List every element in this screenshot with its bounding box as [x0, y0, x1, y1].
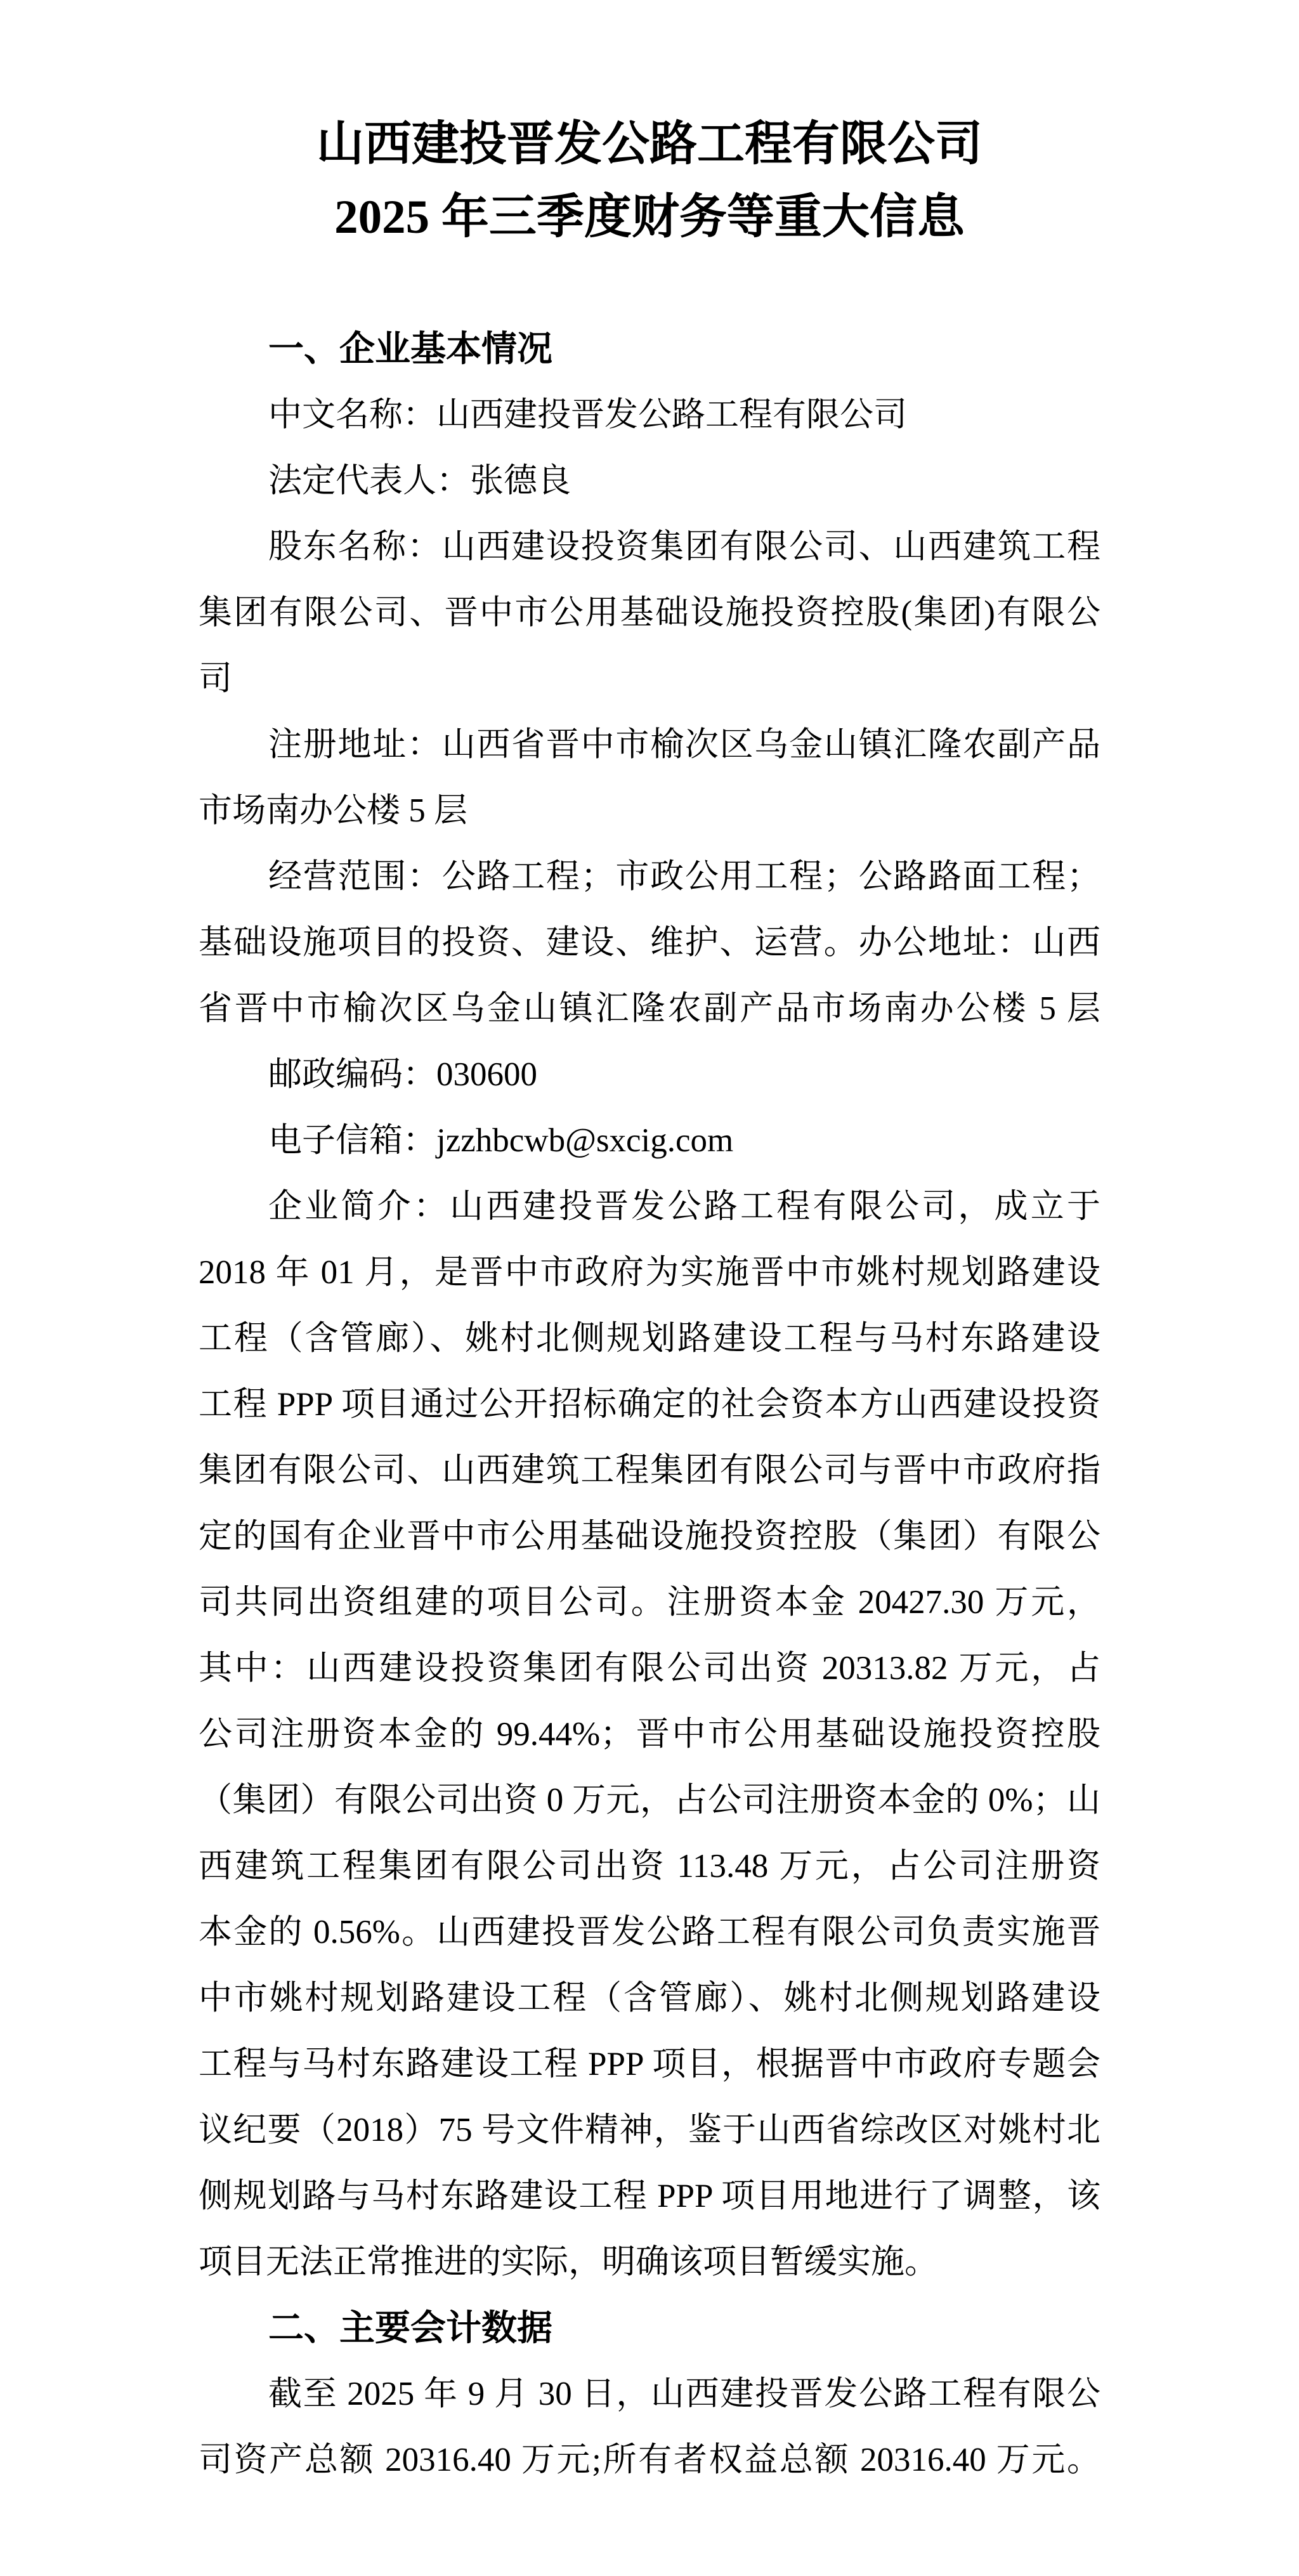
paragraph-line: 公司注册资本金的 99.44%；晋中市公用基础设施投资控股	[199, 1716, 1100, 1753]
paragraph-line: 中文名称：山西建投晋发公路工程有限公司	[268, 396, 907, 433]
paragraph-line: 工程与马村东路建设工程 PPP 项目，根据晋中市政府专题会	[199, 2046, 1100, 2082]
section-2-heading: 二、主要会计数据	[268, 2308, 552, 2348]
document-body	[199, 316, 1100, 2493]
paragraph-line: 工程 PPP 项目通过公开招标确定的社会资本方山西建设投资	[199, 1386, 1100, 1423]
paragraph-line: 企业简介：山西建投晋发公路工程有限公司，成立于	[268, 1188, 1100, 1225]
paragraph-line: 司	[199, 660, 232, 697]
paragraph-line: 其中：山西建设投资集团有限公司出资 20313.82 万元，占	[199, 1650, 1100, 1687]
paragraph-line: 基础设施项目的投资、建设、维护、运营。办公地址：山西	[199, 924, 1100, 961]
paragraph-line: 议纪要（2018）75 号文件精神，鉴于山西省综改区对姚村北	[199, 2112, 1100, 2148]
title-line-2: 2025 年三季度财务等重大信息	[334, 191, 965, 244]
paragraph-line: 截至 2025 年 9 月 30 日，山西建投晋发公路工程有限公	[268, 2376, 1100, 2412]
paragraph-line: 定的国有企业晋中市公用基础设施投资控股（集团）有限公	[199, 1518, 1100, 1555]
paragraph-line: 邮政编码：030600	[268, 1056, 537, 1093]
paragraph-line: 法定代表人：张德良	[268, 462, 571, 499]
paragraph-line: 司共同出资组建的项目公司。注册资本金 20427.30 万元，	[199, 1584, 1100, 1621]
paragraph-line: 集团有限公司、山西建筑工程集团有限公司与晋中市政府指	[199, 1452, 1100, 1489]
document-title	[199, 108, 1100, 254]
paragraph-line: 中市姚村规划路建设工程（含管廊）、姚村北侧规划路建设	[199, 1980, 1100, 2017]
paragraph-line: 省晋中市榆次区乌金山镇汇隆农副产品市场南办公楼 5 层	[199, 990, 1100, 1027]
paragraph-line: 市场南办公楼 5 层	[199, 792, 467, 829]
paragraph-line: （集团）有限公司出资 0 万元，占公司注册资本金的 0%；山	[199, 1782, 1100, 1819]
title-line-1: 山西建投晋发公路工程有限公司	[316, 118, 982, 171]
paragraph-line: 电子信箱：jzzhbcwb@sxcig.com	[268, 1122, 734, 1159]
paragraph-line: 2018 年 01 月，是晋中市政府为实施晋中市姚村规划路建设	[199, 1254, 1100, 1291]
paragraph-line: 西建筑工程集团有限公司出资 113.48 万元，占公司注册资	[199, 1848, 1100, 1885]
paragraph-line: 本金的 0.56%。山西建投晋发公路工程有限公司负责实施晋	[199, 1914, 1100, 1951]
paragraph-line: 经营范围：公路工程；市政公用工程；公路路面工程；	[268, 858, 1100, 895]
paragraph-line: 侧规划路与马村东路建设工程 PPP 项目用地进行了调整，该	[199, 2178, 1100, 2214]
paragraph-line: 集团有限公司、晋中市公用基础设施投资控股(集团)有限公	[199, 594, 1100, 631]
paragraph-line: 工程（含管廊）、姚村北侧规划路建设工程与马村东路建设	[199, 1320, 1100, 1357]
paragraph-line: 股东名称：山西建设投资集团有限公司、山西建筑工程	[268, 528, 1100, 565]
section-1-heading: 一、企业基本情况	[268, 329, 552, 369]
paragraph-line: 项目无法正常推进的实际，明确该项目暂缓实施。	[199, 2244, 938, 2280]
paragraph-line: 注册地址：山西省晋中市榆次区乌金山镇汇隆农副产品	[268, 726, 1100, 763]
paragraph-line: 司资产总额 20316.40 万元;所有者权益总额 20316.40 万元。	[199, 2442, 1100, 2478]
